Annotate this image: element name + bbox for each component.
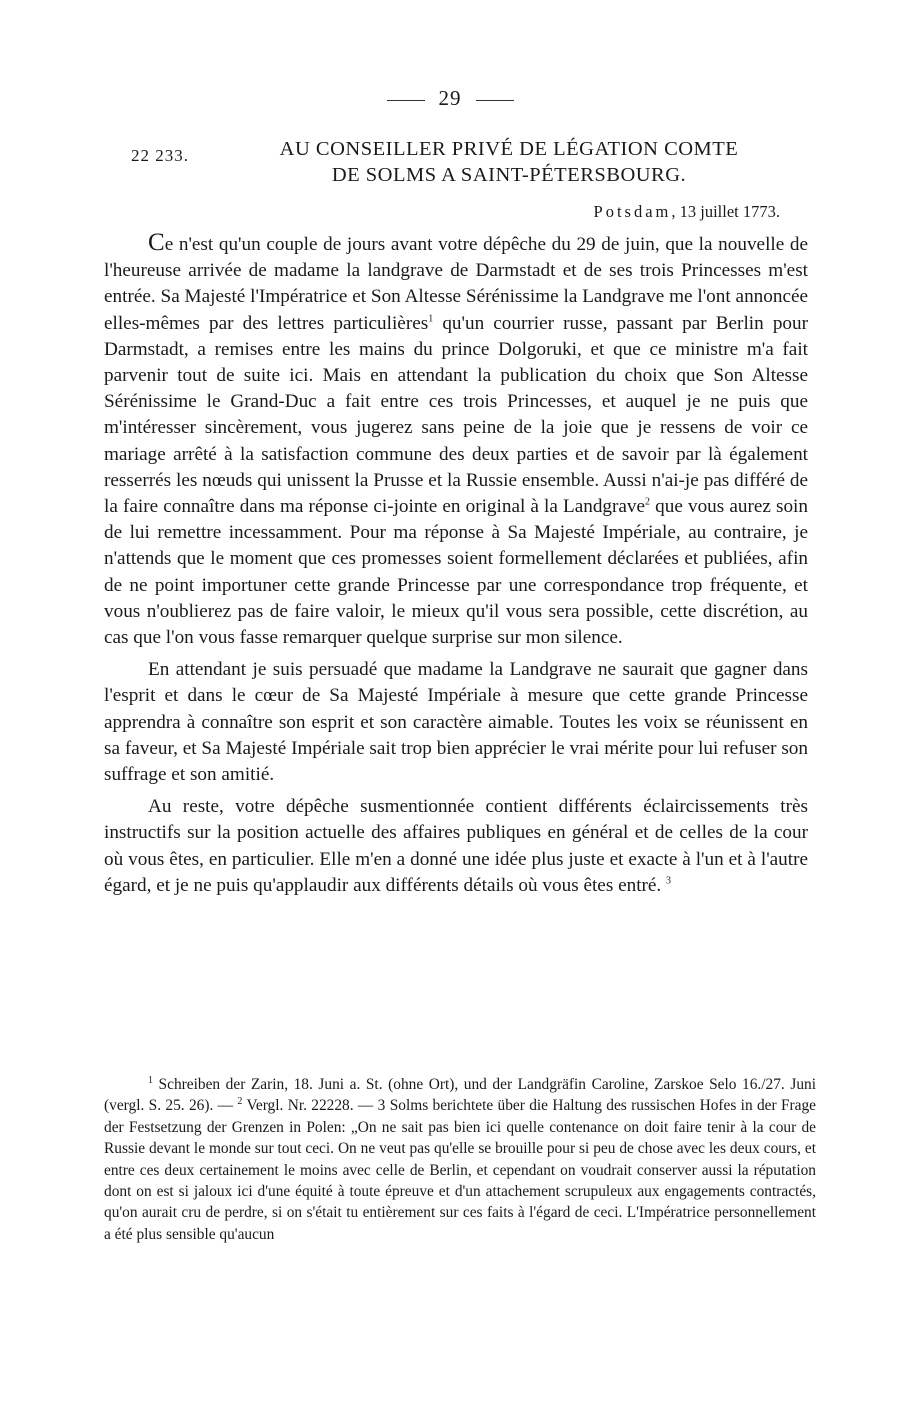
letter-heading [104, 136, 794, 188]
letter-number: 22 233. [131, 146, 189, 165]
page-number [0, 86, 900, 111]
footnote-ref-1: 1 [428, 313, 434, 325]
footnote-2-text: Vergl. Nr. 22228. — [242, 1097, 378, 1115]
letter-date: , 13 juillet 1773. [671, 202, 780, 221]
footnote-1-text: Schreiben der Zarin, 18. Juni a. St. (ohne Ort), und der Landgräfin Caroline, Zarskoe Selo 16./27. Juni (vergl. S. 25. 26). — [104, 1076, 816, 1115]
body-paragraph-1-part-b: qu'un courrier russe, passant par Berlin pour Darmstadt, a remises entre les mains du prince Dolgoruki, et que ce ministre m'a fait parvenir tout de suite ici. Mais en attendant la publication du choix que Son Altesse Sérénissime le Grand-Duc a fait entre ces trois Princesses, et auquel je ne puis que m'intéresser sincèrement, vous jugerez sans peine de la joie que je ressens de voir ce mariage arrêté à la satisfaction commune des deux parties et de savoir par là également resserrés les nœuds qui unissent la Prusse et la Russie ensemble. Aussi n'ai-je pas différé de la faire connaître dans ma réponse ci-jointe en original à la Landgrave [104, 312, 808, 518]
page-number-right-rule [476, 100, 514, 101]
letter-title [224, 136, 794, 188]
page-number-left-rule [387, 100, 425, 101]
body-paragraph-1-part-a: Ce n'est qu'un couple de jours avant votre dépêche du 29 de juin, que la nouvelle de l'heureuse arrivée de madame la landgrave de Darmstadt et de ses trois Princesses m'est entrée. Sa Majesté l'Impératrice et Son Altesse Sérénissime la Landgrave me l'ont annoncée elles-mêmes par des lettres particulières [104, 229, 808, 334]
footnote-ref-2: 2 [645, 496, 651, 508]
letter-dateline [594, 202, 780, 222]
body-paragraph-3-text: Au reste, votre dépêche susmentionnée contient différents éclaircissements très instructifs sur la position actuelle des affaires publiques en général et de celles de la cour où vous êtes, en particulier. Elle m'en a donné une idée plus juste et exacte à l'un et à l'autre égard, et je ne puis qu'applaudir aux différents détails où vous êtes entré. [104, 796, 808, 896]
page-number-value: 29 [438, 86, 462, 110]
footnote-2-marker: 2 [237, 1096, 243, 1108]
footnote-3-text: 3 Solms berichtete über die Haltung des russischen Hofes in der Frage der Festsetzung der Grenzen in Polen: „On ne sait pas bien ici quelle contenance on doit faire tenir à la cour de Russie devant le monde sur tout ceci. On ne veut pas qu'elle se brouille pour si peu de chose avec les deux cours, et entre ces deux certainement le moins avec celle de Berlin, et cependant on voudrait conserver aussi la réputation dont on est si jaloux ici d'une équité à toute épreuve et d'un attachement scrupuleux aux engagements contractés, qu'on aurait cru de perdre, si on s'était tu entièrement sur ces faits à l'égard de ceci. L'Impératrice personnellement a été plus sensible qu'aucun [104, 1097, 816, 1243]
letter-body [104, 230, 808, 905]
footnotes [104, 1074, 816, 1245]
footnote-block [104, 1074, 816, 1245]
letter-title-line-2: DE SOLMS A SAINT-PÉTERSBOURG. [331, 164, 687, 186]
footnote-ref-3: 3 [666, 875, 672, 887]
body-paragraph-1-part-c: que vous aurez soin de lui remettre incessamment. Pour ma réponse à Sa Majesté Impériale, au contraire, je n'attends que le moment que ces promesses soient formellement déclarées et publiées, afin de ne point importuner cette grande Princesse par une correspondance trop fréquente, et vous n'oublierez pas de faire valoir, le mieux qu'il vous sera possible, cette discrétion, au cas que l'on vous fasse remarquer quelque surprise sur mon silence. [104, 496, 808, 649]
body-paragraph-1 [104, 230, 808, 651]
footnote-1-marker: 1 [148, 1074, 153, 1086]
body-paragraph-2: En attendant je suis persuadé que madame la Landgrave ne saurait que gagner dans l'esprit et dans le cœur de Sa Majesté Impériale à mesure que cette grande Princesse apprendra à connaître son esprit et son caractère aimable. Toutes les voix se réunissent en sa faveur, et Sa Majesté Impériale sait trop bien apprécier le vrai mérite pour lui refuser son suffrage et son amitié. [104, 659, 808, 786]
letter-place: Potsdam [593, 202, 672, 221]
body-paragraph-3 [104, 794, 808, 899]
letter-title-line-1: AU CONSEILLER PRIVÉ DE LÉGATION COMTE [279, 138, 739, 160]
